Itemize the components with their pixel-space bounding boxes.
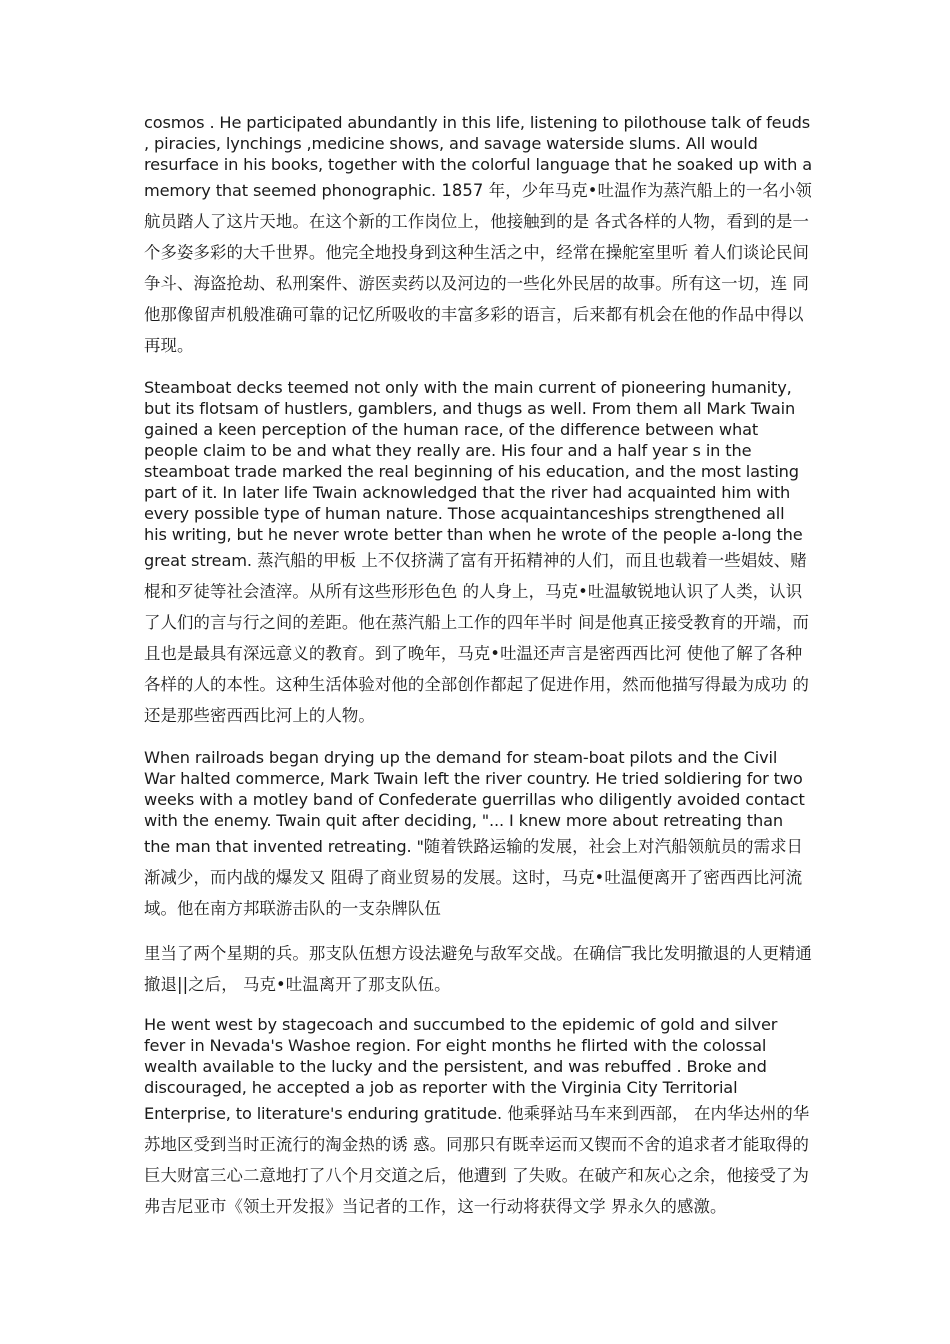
paragraph-5-chinese: 他乘驿站马车来到西部， 在内华达州的华苏地区受到当时正流行的淘金热的诱 惑。同那只有既幸运而又锲而不舍的追求者才能取得的巨大财富三心二意地打了八个月交道之后，他遭到 了失败。在破产和灰心之余，他接受了为弗吉尼亚市《领土开发报》当记者的工作，这一行动将获得文学 界永久的感激。	[144, 1104, 810, 1216]
paragraph-3	[144, 747, 812, 924]
paragraph-5	[144, 1014, 812, 1222]
paragraph-3-english: When railroads began drying up the demand for steam-boat pilots and the Civil War halted commerce, Mark Twain left the river country. He tried soldiering for two weeks with a motley band of Confederate guerrillas who diligently avoided contact with the enemy. Twain quit after deciding, "... I knew more about retreating than the man that invented retreating. "	[144, 748, 805, 856]
paragraph-4	[144, 938, 812, 1000]
paragraph-3-chinese: 随着铁路运输的发展，社会上对汽船领航员的需求日渐减少，而内战的爆发又 阻碍了商业贸易的发展。这时，马克•吐温便离开了密西西比河流域。他在南方邦联游击队的一支杂牌队伍	[144, 837, 804, 918]
paragraph-2-chinese: 蒸汽船的甲板 上不仅挤满了富有开拓精神的人们，而且也载着一些娼妓、赌棍和歹徒等社会渣滓。从所有这些形形色色 的人身上，马克•吐温敏锐地认识了人类，认识了人们的言与行之间的差距。他在蒸汽船上工作的四年半时 间是他真正接受教育的开端，而且也是最具有深远意义的教育。到了晚年，马克•吐温还声言是密西西比河 使他了解了各种各样的人的本性。这种生活体验对他的全部创作都起了促进作用，然而他描写得最为成功 的还是那些密西西比河上的人物。	[144, 551, 809, 725]
paragraph-4-chinese: 里当了两个星期的兵。那支队伍想方设法避免与敌军交战。在确信‾我比发明撤退的人更精通撤退||之后， 马克•吐温离开了那支队伍。	[144, 944, 812, 994]
paragraph-2	[144, 377, 812, 731]
paragraph-1-english: cosmos . He participated abundantly in this life, listening to pilothouse talk of feuds , piracies, lynchings ,medicine shows, and savage waterside slums. All would resurface in his books, together with the colorful language that he soaked up with a memory that seemed phonographic.	[144, 113, 812, 200]
document-page	[144, 112, 812, 1222]
paragraph-2-english: Steamboat decks teemed not only with the main current of pioneering humanity, but its flotsam of hustlers, gamblers, and thugs as well. From them all Mark Twain gained a keen perception of the human race, of the difference between what people claim to be and what they really are. His four and a half year s in the steamboat trade marked the real beginning of his education, and the most lasting part of it. In later life Twain acknowledged that the river had acquainted him with every possible type of human nature. Those acquaintanceships strengthened all his writing, but he never wrote better than when he wrote of the people a-long the great stream.	[144, 378, 803, 570]
paragraph-1-chinese: 1857 年，少年马克•吐温作为蒸汽船上的一名小领航员踏人了这片天地。在这个新的工作岗位上，他接触到的是 各式各样的人物，看到的是一个多姿多彩的大千世界。他完全地投身到这种生活之中，经常在操舵室里听 着人们谈论民间争斗、海盗抢劫、私刑案件、游医卖药以及河边的一些化外民居的故事。所有这一切，连 同他那像留声机般准确可靠的记忆所吸收的丰富多彩的语言，后来都有机会在他的作品中得以再现。	[144, 181, 812, 355]
paragraph-1	[144, 112, 812, 361]
paragraph-5-english: He went west by stagecoach and succumbed to the epidemic of gold and silver fever in Nevada's Washoe region. For eight months he flirted with the colossal wealth available to the lucky and the persistent, and was rebuffed . Broke and discouraged, he accepted a job as reporter with the Virginia City Territorial Enterprise, to literature's enduring gratitude.	[144, 1015, 778, 1123]
